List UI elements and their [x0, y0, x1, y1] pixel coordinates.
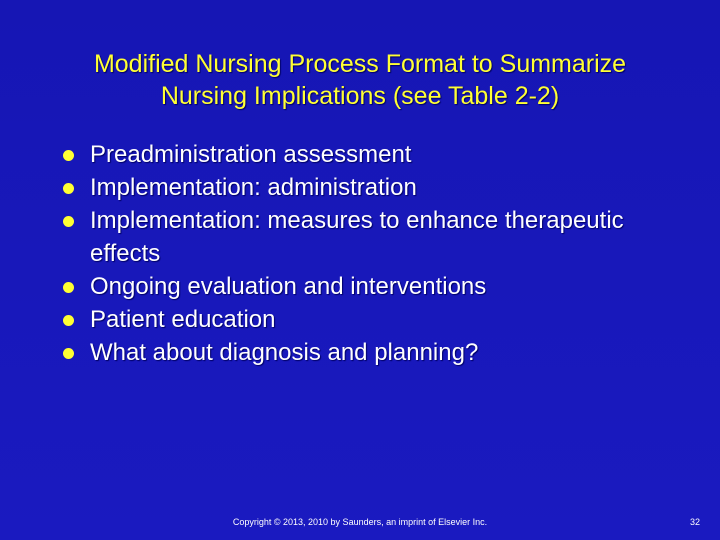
slide-title-line-1: Modified Nursing Process Format to Summarize [93, 50, 627, 78]
slide-footer [0, 514, 720, 530]
bullet-text: Patient education [90, 306, 276, 333]
bullet-dot-icon [63, 315, 74, 326]
bullet-dot-icon [63, 150, 74, 161]
bullet-text: What about diagnosis and planning? [90, 339, 479, 366]
slide-title [40, 48, 680, 112]
bullet-text: Implementation: measures to enhance therapeutic effects [90, 207, 624, 267]
bullet-item [60, 303, 680, 336]
bullet-item [60, 204, 680, 270]
bullet-dot-icon [63, 282, 74, 293]
bullet-text: Ongoing evaluation and interventions [90, 273, 487, 300]
slide-title-line-2: Nursing Implications (see Table 2-2) [160, 82, 560, 110]
bullet-list [60, 138, 680, 369]
bullet-item [60, 171, 680, 204]
bullet-text: Implementation: administration [90, 174, 417, 201]
bullet-item [60, 138, 680, 171]
bullet-dot-icon [63, 183, 74, 194]
page-number: 32 [689, 517, 700, 527]
copyright-text: Copyright © 2013, 2010 by Saunders, an imprint of Elsevier Inc. [232, 517, 488, 527]
bullet-item [60, 336, 680, 369]
bullet-text: Preadministration assessment [90, 141, 412, 168]
bullet-dot-icon [63, 348, 74, 359]
bullet-dot-icon [63, 216, 74, 227]
bullet-item [60, 270, 680, 303]
